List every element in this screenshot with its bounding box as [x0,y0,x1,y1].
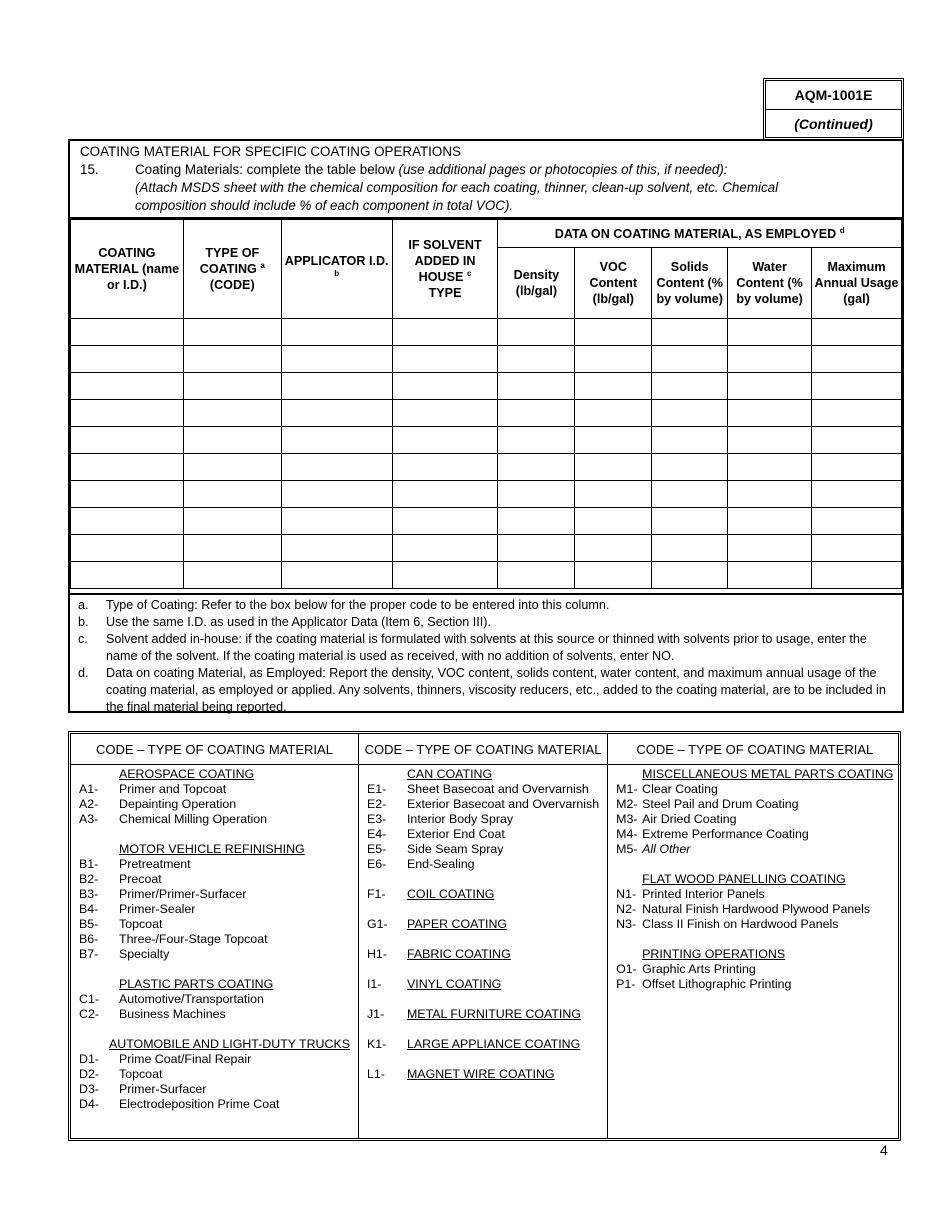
entry-cell[interactable] [71,427,184,454]
col-solvent-added: IF SOLVENT ADDED IN HOUSE $^c$ TYPE [392,220,498,319]
entry-cell[interactable] [183,400,281,427]
entry-cell[interactable] [728,346,812,373]
entry-cell[interactable] [498,481,575,508]
entry-cell[interactable] [281,481,392,508]
entry-cell[interactable] [71,346,184,373]
code-item: G1- PAPER COATING [366,917,508,931]
entry-cell[interactable] [392,319,498,346]
code-item: A3- Chemical Milling Operation [79,812,268,826]
entry-cell[interactable] [652,346,728,373]
code-item: P1- Offset Lithographic Printing [616,977,792,991]
entry-cell[interactable] [281,508,392,535]
entry-cell[interactable] [652,562,728,589]
entry-cell[interactable] [652,319,728,346]
code-item: D3- Primer-Surfacer [79,1082,207,1096]
code-item: H1- FABRIC COATING [366,947,511,961]
entry-cell[interactable] [281,373,392,400]
code-item: C2- Business Machines [79,1007,226,1021]
table-row [71,400,902,427]
entry-cell[interactable] [281,400,392,427]
msds-instruction: (Attach MSDS sheet with the chemical composition for each coating, thinner, clean-up solvent, etc. Chemical [135,180,779,195]
entry-cell[interactable] [281,427,392,454]
entry-cell[interactable] [728,562,812,589]
entry-cell[interactable] [652,400,728,427]
entry-cell[interactable] [812,400,902,427]
codes-column-2 [359,734,608,1138]
entry-cell[interactable] [728,535,812,562]
code-item: O1- Graphic Arts Printing [616,962,756,976]
code-item: N2- Natural Finish Hardwood Plywood Panels [616,902,871,916]
codes-column-3 [608,734,901,1138]
entry-cell[interactable] [71,454,184,481]
entry-cell[interactable] [812,454,902,481]
entry-cell[interactable] [281,562,392,589]
code-item: M5- All Other [616,842,691,856]
code-item: N3- Class II Finish on Hardwood Panels [616,917,839,931]
entry-cell[interactable] [71,562,184,589]
table-row [71,562,902,589]
table-row [71,427,902,454]
col-density: Density (lb/gal) [498,248,575,319]
code-item: E1- Sheet Basecoat and Overvarnish [366,782,589,796]
entry-cell[interactable] [728,481,812,508]
msds-instruction-cont: composition should include % of each component in total VOC). [135,198,514,213]
entry-cell[interactable] [281,346,392,373]
entry-cell[interactable] [183,508,281,535]
entry-cell[interactable] [71,373,184,400]
entry-cell[interactable] [652,535,728,562]
code-group-title: MISCELLANEOUS METAL PARTS COATING [642,767,894,781]
entry-cell[interactable] [812,535,902,562]
entry-cell[interactable] [728,454,812,481]
entry-cell[interactable] [728,400,812,427]
entry-cell[interactable] [183,454,281,481]
entry-cell[interactable] [71,481,184,508]
code-item: B6- Three-/Four-Stage Topcoat [79,932,268,946]
entry-cell[interactable] [812,562,902,589]
table-row [71,535,902,562]
table-row [71,373,902,400]
entry-cell[interactable] [392,508,498,535]
entry-cell[interactable] [812,481,902,508]
code-item: B3- Primer/Primer-Surfacer [79,887,247,901]
code-item: F1- COIL COATING [366,887,495,901]
entry-cell[interactable] [812,508,902,535]
code-item: B1- Pretreatment [79,857,191,871]
table-row [71,454,902,481]
entry-cell[interactable] [392,562,498,589]
code-group-title: AUTOMOBILE AND LIGHT-DUTY TRUCKS [109,1037,350,1051]
code-item: B2- Precoat [79,872,162,886]
page-number: 4 [880,1142,888,1158]
col-group-data: DATA ON COATING MATERIAL, AS EMPLOYED $^d$ [498,220,902,248]
entry-cell[interactable] [575,454,652,481]
entry-cell[interactable] [392,535,498,562]
code-item: K1- LARGE APPLIANCE COATING [366,1037,581,1051]
table-row [71,319,902,346]
entry-cell[interactable] [728,373,812,400]
code-item: M4- Extreme Performance Coating [616,827,809,841]
col-applicator-id: APPLICATOR I.D. $^b$ [281,220,392,319]
entry-cell[interactable] [652,454,728,481]
code-item: E6- End-Sealing [366,857,475,871]
entry-cell[interactable] [183,562,281,589]
code-item: J1- METAL FURNITURE COATING [366,1007,581,1021]
entry-cell[interactable] [575,427,652,454]
code-item: A2- Depainting Operation [79,797,237,811]
code-item: C1- Automotive/Transportation [79,992,264,1006]
entry-cell[interactable] [652,508,728,535]
footnote-d: d. Data on coating Material, as Employed: Report the density, VOC content, solids content, water content, and maximum annual usage of the coating material, as employed or applied. Any solvents, thinners, viscosity reducers, etc., added to the coating material, are to be included in the final material being reported. [78,666,886,714]
code-item: B4- Primer-Sealer [79,902,196,916]
entry-cell[interactable] [392,346,498,373]
entry-cell[interactable] [812,346,902,373]
form-continued: (Continued) [794,116,873,132]
col-max-usage: Maximum Annual Usage (gal) [812,248,902,319]
entry-cell[interactable] [728,508,812,535]
entry-cell[interactable] [281,535,392,562]
code-item: I1- VINYL COATING [366,977,502,991]
code-group-title: PLASTIC PARTS COATING [119,977,274,991]
instruction-text: Coating Materials: complete the table below [135,162,399,177]
instruction-italic: (use additional pages or photocopies of this, if needed): [398,162,728,177]
code-item: A1- Primer and Topcoat [79,782,227,796]
entry-cell[interactable] [575,400,652,427]
entry-cell[interactable] [652,373,728,400]
entry-cell[interactable] [392,481,498,508]
code-group-title: AEROSPACE COATING [119,767,255,781]
entry-cell[interactable] [281,454,392,481]
code-item: B5- Topcoat [79,917,163,931]
entry-cell[interactable] [575,508,652,535]
col-water-content: Water Content (% by volume) [728,248,812,319]
coating-materials-table [70,219,902,589]
entry-cell[interactable] [498,454,575,481]
entry-cell[interactable] [498,535,575,562]
entry-cell[interactable] [575,346,652,373]
entry-cell[interactable] [728,319,812,346]
codes-column-header: CODE – TYPE OF COATING MATERIAL [359,734,607,765]
table-row [71,346,902,373]
entry-cell[interactable] [812,373,902,400]
entry-cell[interactable] [392,373,498,400]
code-item: B7- Specialty [79,947,170,961]
code-item: M1- Clear Coating [616,782,718,796]
entry-cell[interactable] [652,481,728,508]
entry-cell[interactable] [575,481,652,508]
entry-cell[interactable] [575,535,652,562]
col-type-of-coating: TYPE OF COATING $^a$ (CODE) [183,220,281,319]
code-item: M2- Steel Pail and Drum Coating [616,797,799,811]
code-item: D4- Electrodeposition Prime Coat [79,1097,280,1111]
form-id: AQM-1001E [766,81,901,110]
code-item: E3- Interior Body Spray [366,812,514,826]
entry-cell[interactable] [392,427,498,454]
entry-cell[interactable] [498,373,575,400]
code-group-title: FLAT WOOD PANELLING COATING [642,872,846,886]
entry-cell[interactable] [575,319,652,346]
code-item: D1- Prime Coat/Final Repair [79,1052,252,1066]
entry-cell[interactable] [281,319,392,346]
entry-cell[interactable] [498,346,575,373]
entry-cell[interactable] [183,427,281,454]
entry-cell[interactable] [392,400,498,427]
code-item: E5- Side Seam Spray [366,842,504,856]
entry-cell[interactable] [728,427,812,454]
codes-column-header: CODE – TYPE OF COATING MATERIAL [71,734,358,765]
entry-cell[interactable] [183,481,281,508]
footnote-c: c. Solvent added in-house: if the coating material is formulated with solvents at this source or thinned with solvents prior to usage, enter the name of the solvent. If the coating material is used as received, with no addition of solvents, enter NO. [78,632,867,663]
table-row [71,508,902,535]
entry-cell[interactable] [498,562,575,589]
entry-cell[interactable] [498,319,575,346]
table-row [71,481,902,508]
code-item: E2- Exterior Basecoat and Overvarnish [366,797,600,811]
code-item: N1- Printed Interior Panels [616,887,765,901]
entry-cell[interactable] [498,508,575,535]
item-number: 15. [80,162,99,177]
entry-cell[interactable] [71,508,184,535]
entry-cell[interactable] [498,427,575,454]
entry-cell[interactable] [392,454,498,481]
entry-cell[interactable] [183,319,281,346]
code-item: D2- Topcoat [79,1067,163,1081]
entry-cell[interactable] [71,535,184,562]
entry-cell[interactable] [575,562,652,589]
entry-cell[interactable] [812,319,902,346]
entry-cell[interactable] [812,427,902,454]
entry-cell[interactable] [183,535,281,562]
entry-cell[interactable] [183,373,281,400]
entry-cell[interactable] [71,400,184,427]
section-header [70,141,902,219]
form-id-box [763,78,904,140]
code-item: M3- Air Dried Coating [616,812,737,826]
col-coating-material: COATING MATERIAL (name or I.D.) [71,220,184,319]
code-item: L1- MAGNET WIRE COATING [366,1067,555,1081]
entry-cell[interactable] [183,346,281,373]
code-group-title: PRINTING OPERATIONS [642,947,786,961]
entry-cell[interactable] [498,400,575,427]
code-group-title: CAN COATING [406,767,493,781]
footnote-a: a. Type of Coating: Refer to the box below for the proper code to be entered into this column. [78,598,610,612]
code-item: E4- Exterior End Coat [366,827,505,841]
codes-column-header: CODE – TYPE OF COATING MATERIAL [608,734,901,765]
entry-cell[interactable] [652,427,728,454]
col-voc-content: VOC Content (lb/gal) [575,248,652,319]
coating-codes-box [68,731,901,1141]
entry-cell[interactable] [575,373,652,400]
code-group-title: MOTOR VEHICLE REFINISHING [119,842,305,856]
footnote-b: b. Use the same I.D. as used in the Applicator Data (Item 6, Section III). [78,615,491,629]
col-solids-content: Solids Content (% by volume) [652,248,728,319]
section-title: COATING MATERIAL FOR SPECIFIC COATING OPERATIONS [80,144,461,159]
codes-column-1 [71,734,359,1138]
coating-material-section [68,139,904,713]
entry-cell[interactable] [71,319,184,346]
footnotes [70,593,902,716]
